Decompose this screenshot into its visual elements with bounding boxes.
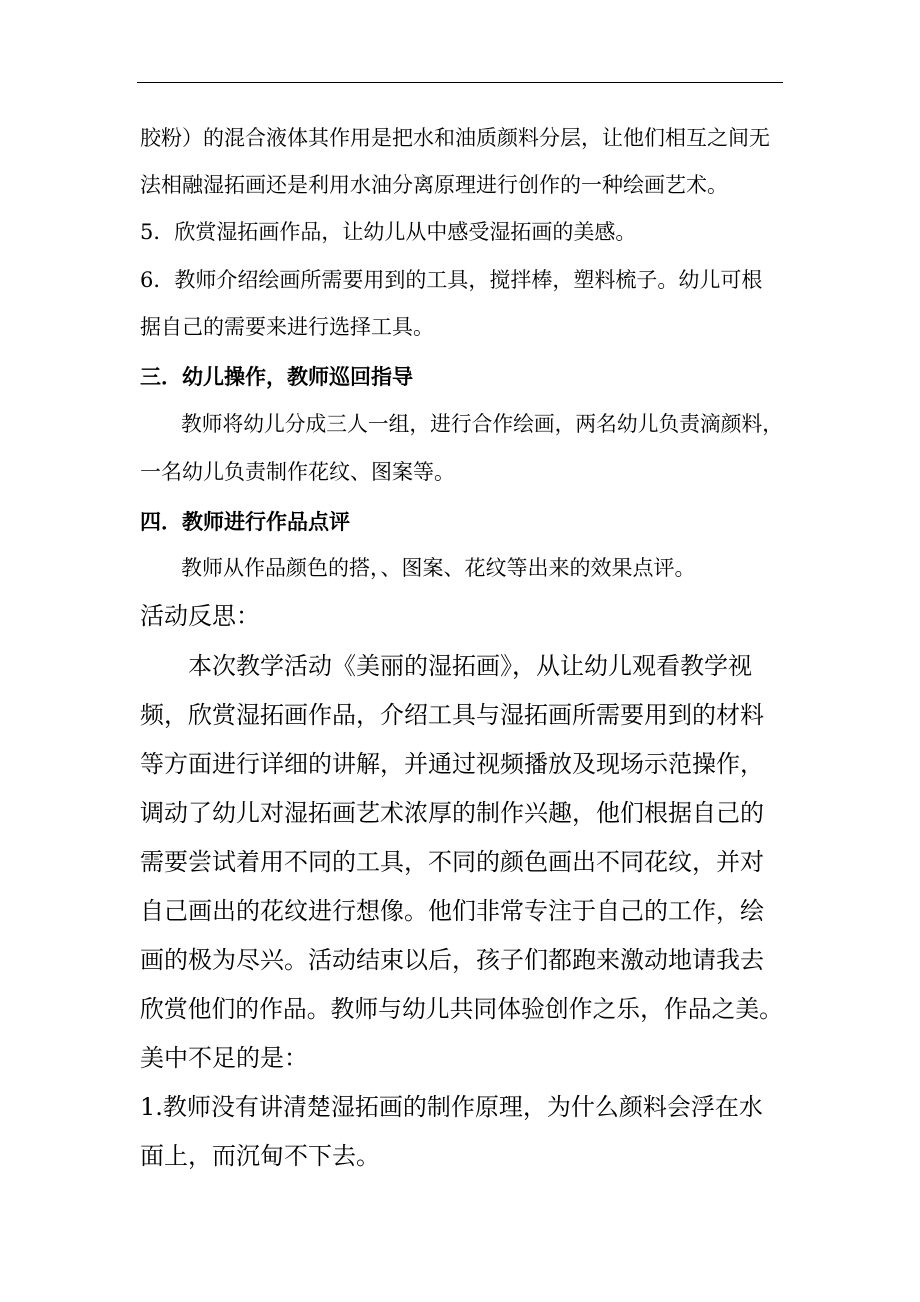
header-rule [137,82,783,83]
list-item-6: 6．教师介绍绘画所需要用到的工具，搅拌棒，塑料梳子。幼儿可根 [140,268,763,292]
paragraph-line: 教师将幼儿分成三人一组，进行合作绘画，两名幼儿负责滴颜料， [181,412,783,436]
section-heading-4: 四．教师进行作品点评 [140,509,350,534]
paragraph-line: 面上，而沉甸不下去。 [140,1142,380,1170]
paragraph-line: 频，欣赏湿拓画作品，介绍工具与湿拓画所需要用到的材料 [140,701,764,729]
paragraph-line: 本次教学活动《美丽的湿拓画》，从让幼儿观看教学视 [188,652,752,680]
reflection-heading: 活动反思： [140,602,260,630]
list-item-1: 1.教师没有讲清楚湿拓画的制作原理，为什么颜料会浮在水 [140,1093,763,1121]
paragraph-line: 胶粉）的混合液体其作用是把水和油质颜料分层，让他们相互之间无 [140,126,770,150]
paragraph-line: 法相融湿拓画还是利用水油分离原理进行创作的一种绘画艺术。 [140,173,728,197]
paragraph-line: 据自己的需要来进行选择工具。 [140,315,434,339]
shortcomings-heading: 美中不足的是： [140,1044,308,1072]
paragraph-line: 自己画出的花纹进行想像。他们非常专注于自己的工作，绘 [140,897,764,925]
paragraph-line: 等方面进行详细的讲解，并通过视频播放及现场示范操作， [140,750,764,778]
section-heading-3: 三．幼儿操作，教师巡回指导 [140,364,413,389]
paragraph-line: 画的极为尽兴。活动结束以后，孩子们都跑来激动地请我去 [140,946,764,974]
paragraph-line: 一名幼儿负责制作花纹、图案等。 [140,460,455,484]
paragraph-line: 需要尝试着用不同的工具，不同的颜色画出不同花纹，并对 [140,848,764,876]
paragraph-line: 教师从作品颜色的搭，、图案、花纹等出来的效果点评。 [181,556,696,580]
list-item-5: 5．欣赏湿拓画作品，让幼儿从中感受湿拓画的美感。 [140,220,637,244]
paragraph-line: 调动了幼儿对湿拓画艺术浓厚的制作兴趣，他们根据自己的 [140,799,764,827]
paragraph-line: 欣赏他们的作品。教师与幼儿共同体验创作之乐，作品之美。 [140,995,783,1023]
